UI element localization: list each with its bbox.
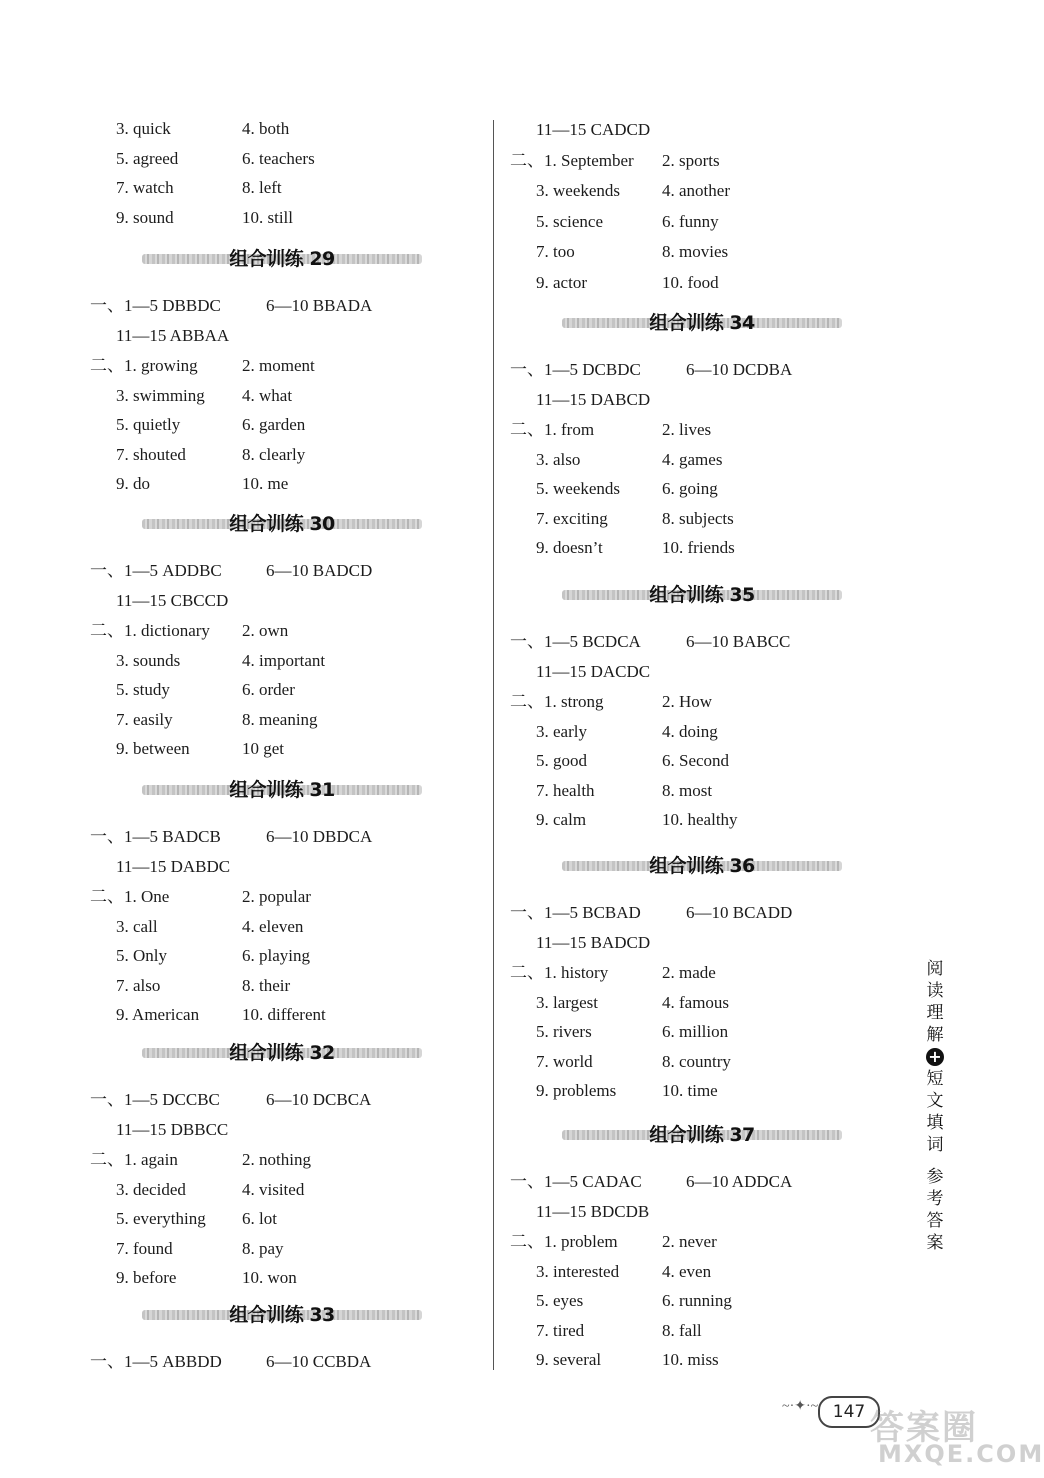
answer-item: 7. tired — [536, 1320, 585, 1340]
choice-answers: 一、1—5 BCBAD — [510, 903, 641, 922]
answer-item: 二、1. September — [510, 150, 634, 170]
answer-item: 10. different — [242, 1005, 326, 1025]
answer-item: 6. Second — [662, 751, 730, 771]
sidebar-char: 短 — [926, 1069, 944, 1089]
choice-answers: 6—10 CCBDA — [266, 1352, 372, 1371]
answer-item: 7. found — [116, 1238, 173, 1258]
choice-answers: 11—15 BADCD — [536, 933, 651, 952]
answer-item: 5. science — [536, 211, 604, 231]
answer-item: 二、1. from — [510, 420, 595, 439]
answer-item: 4. visited — [242, 1179, 305, 1199]
answer-item: 2. sports — [662, 150, 720, 170]
answer-item: 8. country — [662, 1051, 731, 1071]
answer-item: 8. most — [662, 780, 713, 800]
heading-text: 组合训练 36 — [649, 855, 755, 877]
answer-item: 4. another — [662, 181, 730, 200]
section-heading — [142, 246, 422, 272]
answer-item: 2. made — [662, 963, 716, 982]
answer-item: 5. quietly — [116, 415, 181, 435]
answer-item: 6. funny — [662, 211, 719, 231]
choice-answers: 6—10 DCBCA — [266, 1090, 372, 1109]
answer-item: 4. famous — [662, 992, 730, 1012]
answer-item: 10. miss — [662, 1350, 719, 1370]
section-heading — [142, 777, 422, 803]
answer-item: 5. everything — [116, 1209, 206, 1229]
answer-item: 5. agreed — [116, 148, 179, 168]
heading-text: 组合训练 31 — [229, 779, 335, 801]
answer-item: 二、1. One — [90, 887, 170, 906]
choice-answers: 一、1—5 ABBDD — [90, 1352, 222, 1371]
answer-item: 10. still — [242, 207, 294, 227]
choice-answers: 6—10 DBDCA — [266, 827, 373, 846]
choice-answers: 一、1—5 BADCB — [90, 827, 221, 846]
choice-answers: 一、1—5 BCDCA — [510, 632, 641, 651]
answer-item: 2. nothing — [242, 1150, 311, 1169]
answer-item: 6. running — [662, 1291, 732, 1311]
answer-item: 7. health — [536, 780, 595, 800]
answer-item: 3. swimming — [116, 385, 205, 405]
answer-item: 9. several — [536, 1350, 602, 1370]
answer-item: 3. call — [116, 916, 158, 936]
choice-answers: 11—15 DABCD — [536, 390, 651, 409]
answer-item: 7. also — [116, 975, 161, 995]
heading-text: 组合训练 37 — [649, 1124, 755, 1146]
section-heading — [142, 1302, 422, 1328]
heading-text: 组合训练 33 — [229, 1304, 335, 1326]
answer-item: 6. million — [662, 1022, 729, 1042]
answer-item: 10. time — [662, 1081, 718, 1101]
answer-item: 8. movies — [662, 242, 729, 261]
answer-item: 4. what — [242, 385, 293, 405]
sidebar-char: 考 — [926, 1189, 944, 1209]
answer-item: 3. sounds — [116, 650, 181, 670]
answer-item: 8. pay — [242, 1238, 284, 1258]
choice-answers: 一、1—5 DCCBC — [90, 1090, 220, 1109]
choice-answers: 11—15 CBCCD — [116, 591, 229, 610]
section-heading — [562, 1122, 842, 1148]
answer-item: 5. rivers — [536, 1022, 592, 1042]
sidebar-char: 词 — [926, 1135, 944, 1155]
choice-answers: 11—15 CADCD — [536, 120, 651, 139]
answer-item: 3. interested — [536, 1261, 620, 1281]
answer-item: 3. early — [536, 721, 587, 741]
section-heading — [142, 1040, 422, 1066]
answer-item: 7. too — [536, 242, 575, 261]
sidebar-char: 答 — [926, 1211, 944, 1231]
answer-item: 2. own — [242, 621, 289, 640]
choice-answers: 一、1—5 DBBDC — [90, 296, 221, 315]
answer-item: 9. before — [116, 1268, 177, 1288]
choice-answers: 6—10 BADCD — [266, 561, 373, 580]
answer-item: 7. exciting — [536, 508, 608, 528]
answer-item: 5. good — [536, 751, 587, 771]
answer-item: 3. quick — [116, 119, 171, 138]
sidebar-char: 文 — [926, 1091, 944, 1111]
answer-item: 7. world — [536, 1051, 593, 1071]
answer-item: 6. order — [242, 680, 295, 700]
answer-item: 二、1. growing — [90, 356, 198, 375]
answer-item: 9. American — [116, 1005, 200, 1025]
answer-item: 二、1. dictionary — [90, 621, 210, 640]
answer-item: 9. actor — [536, 272, 587, 292]
answer-item: 9. sound — [116, 207, 174, 227]
sidebar-char: 案 — [926, 1233, 944, 1253]
choice-answers: 6—10 DCDBA — [686, 360, 793, 379]
answer-item: 4. doing — [662, 721, 718, 741]
answer-item: 二、1. again — [90, 1150, 178, 1169]
answer-item: 二、1. strong — [510, 692, 604, 711]
answer-item: 6. playing — [242, 946, 310, 966]
sidebar-char: 阅 — [926, 959, 944, 979]
answer-item: 6. teachers — [242, 148, 315, 168]
section-heading — [142, 511, 422, 537]
watermark-url: MXQE.COM — [878, 1440, 1044, 1468]
answer-item: 10. food — [662, 272, 719, 292]
choice-answers: 一、1—5 DCBDC — [510, 360, 641, 379]
choice-answers: 一、1—5 ADDBC — [90, 561, 222, 580]
choice-answers: 6—10 ADDCA — [686, 1172, 793, 1191]
sidebar-char: 解 — [926, 1025, 944, 1045]
answer-item: 7. shouted — [116, 444, 186, 464]
sidebar-title — [920, 958, 950, 1254]
choice-answers: 11—15 DACDC — [536, 662, 651, 681]
choice-answers: 11—15 ABBAA — [116, 326, 230, 345]
answer-item: 9. between — [116, 739, 190, 759]
answer-item: 5. Only — [116, 946, 167, 966]
sidebar-char: 理 — [926, 1003, 944, 1023]
answer-item: 3. largest — [536, 992, 599, 1012]
heading-text: 组合训练 29 — [229, 248, 335, 270]
answer-item: 4. games — [662, 449, 723, 469]
answer-item: 二、1. history — [510, 963, 609, 982]
answer-item: 4. important — [242, 650, 326, 670]
answer-item: 9. do — [116, 474, 150, 494]
answer-item: 8. meaning — [242, 709, 318, 729]
answer-item: 5. eyes — [536, 1291, 584, 1311]
section-heading — [562, 582, 842, 608]
answer-item: 5. weekends — [536, 479, 621, 499]
choice-answers: 11—15 DBBCC — [116, 1120, 229, 1139]
choice-answers: 11—15 BDCDB — [536, 1202, 650, 1221]
choice-answers: 6—10 BCADD — [686, 903, 793, 922]
answer-item: 3. decided — [116, 1179, 186, 1199]
decorative-swirl-icon: ~·✦·~ — [782, 1399, 819, 1414]
choice-answers: 6—10 BBADA — [266, 296, 373, 315]
answer-item: 9. doesn’t — [536, 538, 603, 558]
answer-item: 6. lot — [242, 1209, 277, 1229]
answer-item: 3. weekends — [536, 181, 621, 200]
answer-item: 5. study — [116, 680, 170, 700]
page-number: 147 — [818, 1396, 880, 1428]
heading-text: 组合训练 35 — [649, 584, 755, 606]
answer-item: 10. won — [242, 1268, 297, 1288]
plus-icon: + — [926, 1048, 944, 1066]
answer-item: 7. watch — [116, 178, 174, 198]
answer-item: 9. calm — [536, 810, 587, 830]
watermark-logo: 答案圈 — [870, 1408, 978, 1448]
heading-text: 组合训练 32 — [229, 1042, 335, 1064]
heading-text: 组合训练 34 — [649, 312, 755, 334]
answer-item: 4. even — [662, 1261, 712, 1281]
answer-item: 8. subjects — [662, 508, 734, 528]
heading-text: 组合训练 30 — [229, 513, 335, 535]
column-divider — [493, 120, 494, 1370]
answer-item: 8. left — [242, 178, 282, 198]
answer-item: 6. garden — [242, 415, 306, 435]
answer-item: 2. popular — [242, 887, 311, 906]
answer-item: 4. eleven — [242, 916, 304, 936]
answer-item: 4. both — [242, 119, 290, 138]
answer-item: 10. me — [242, 474, 289, 494]
answer-item: 2. moment — [242, 356, 315, 375]
sidebar-char: 读 — [926, 981, 944, 1001]
answer-item: 二、1. problem — [510, 1232, 618, 1251]
answer-item: 2. How — [662, 692, 713, 711]
answer-item: 3. also — [536, 449, 581, 469]
answer-item: 8. clearly — [242, 444, 306, 464]
answer-item: 10. friends — [662, 538, 735, 558]
answer-item: 10 get — [242, 739, 285, 759]
answer-item: 9. problems — [536, 1081, 617, 1101]
section-heading — [562, 853, 842, 879]
answer-item: 8. their — [242, 975, 291, 995]
answer-item: 2. lives — [662, 420, 712, 439]
choice-answers: 6—10 BABCC — [686, 632, 791, 651]
sidebar-char: 参 — [926, 1167, 944, 1187]
answer-item: 2. never — [662, 1232, 717, 1251]
answer-item: 8. fall — [662, 1320, 702, 1340]
section-heading — [562, 310, 842, 336]
answer-item: 6. going — [662, 479, 718, 499]
choice-answers: 一、1—5 CADAC — [510, 1172, 642, 1191]
sidebar-char: 填 — [926, 1113, 944, 1133]
answer-item: 7. easily — [116, 709, 173, 729]
choice-answers: 11—15 DABDC — [116, 857, 231, 876]
answer-item: 10. healthy — [662, 810, 738, 830]
